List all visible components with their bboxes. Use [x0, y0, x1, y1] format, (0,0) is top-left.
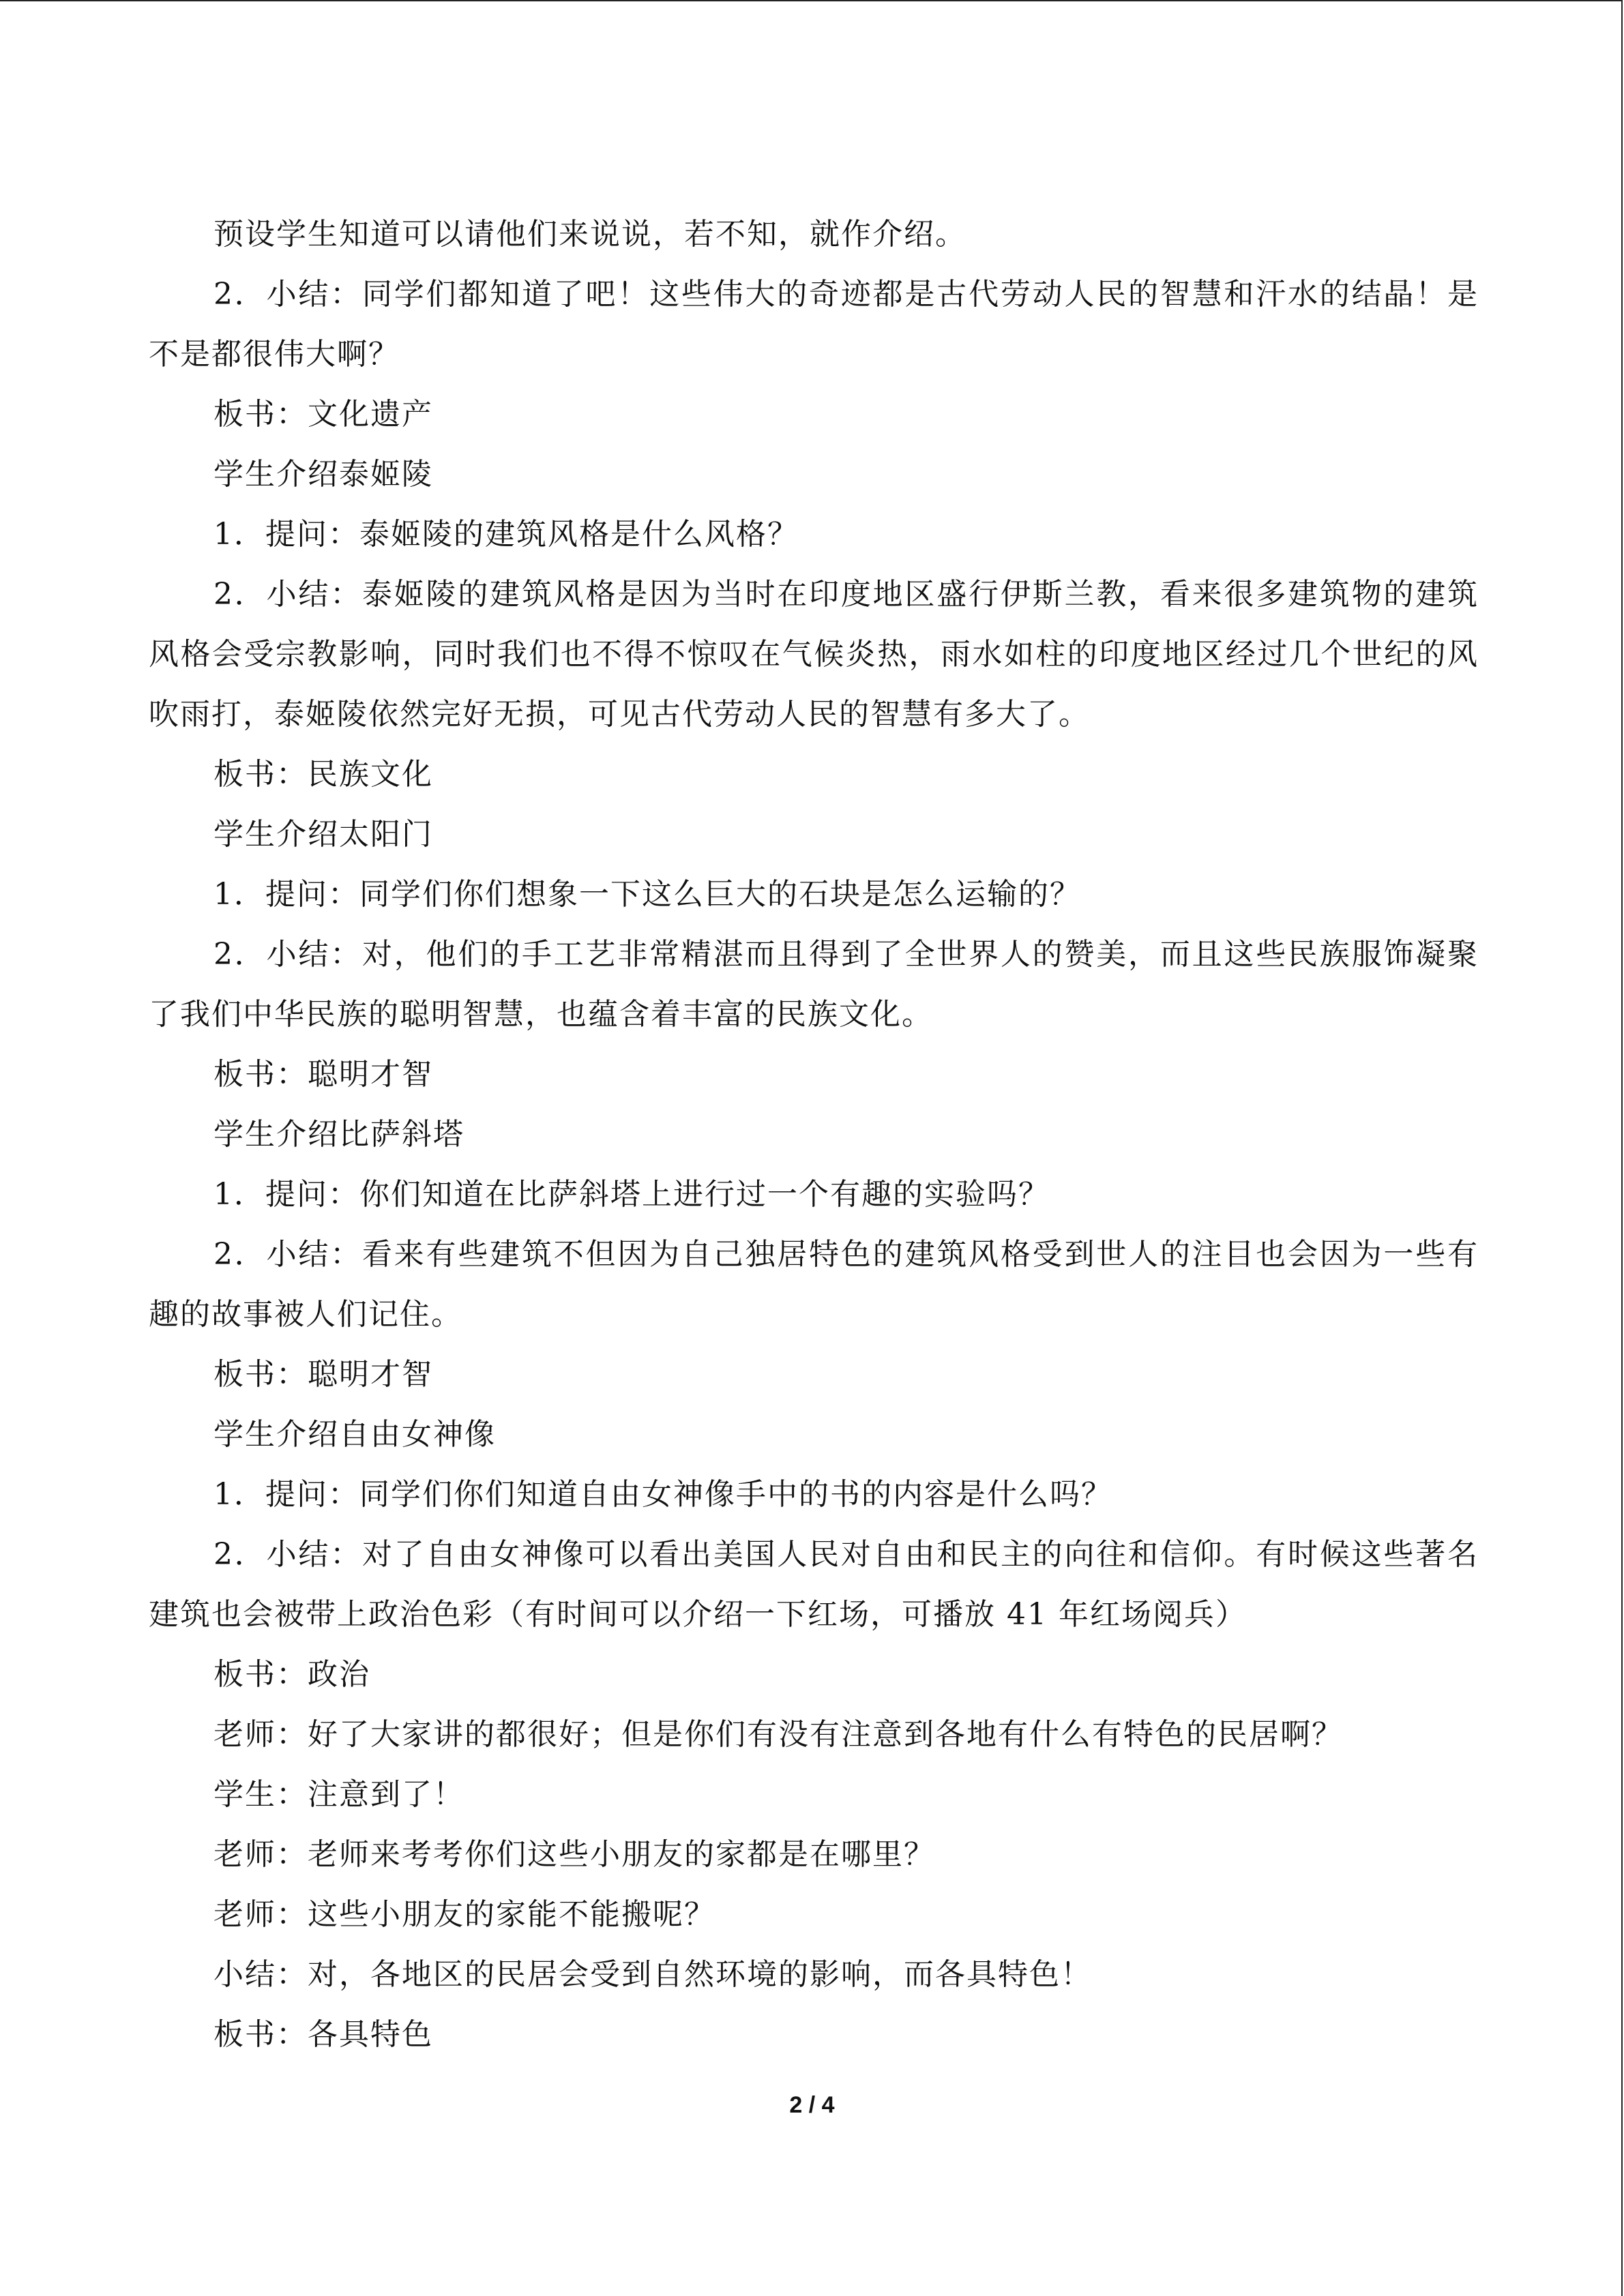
paragraph: 老师：老师来考考你们这些小朋友的家都是在哪里？: [213, 1837, 935, 1872]
paragraph: 2．小结：看来有些建筑不但因为自己独居特色的建筑风格受到世人的注目也会因为一些有趣的故事被人们记住。: [149, 1237, 1479, 1332]
page-number: 2 / 4: [789, 2092, 835, 2118]
paragraph: 老师：这些小朋友的家能不能搬呢？: [213, 1897, 715, 1932]
paragraph: 学生介绍比萨斜塔: [213, 1117, 464, 1152]
document-body: [149, 205, 1479, 2065]
paragraph: 学生介绍泰姬陵: [213, 457, 433, 492]
paragraph: 老师：好了大家讲的都很好；但是你们有没有注意到各地有什么有特色的民居啊？: [213, 1717, 1343, 1752]
paragraph: 1．提问：同学们你们想象一下这么巨大的石块是怎么运输的？: [213, 877, 1081, 912]
paragraph: 2．小结：对了自由女神像可以看出美国人民对自由和民主的向往和信仰。有时候这些著名建筑也会被带上政治色彩（有时间可以介绍一下红场，可播放 41 年红场阅兵）: [149, 1537, 1479, 1632]
paragraph: 1．提问：泰姬陵的建筑风格是什么风格？: [213, 517, 799, 552]
paragraph: 2．小结：对，他们的手工艺非常精湛而且得到了全世界人的赞美，而且这些民族服饰凝聚了我们中华民族的聪明智慧，也蕴含着丰富的民族文化。: [149, 937, 1479, 1032]
paragraph: 1．提问：同学们你们知道自由女神像手中的书的内容是什么吗？: [213, 1477, 1112, 1512]
paragraph: 板书：民族文化: [213, 757, 433, 792]
paragraph: 板书：聪明才智: [213, 1357, 433, 1392]
paragraph: 板书：文化遗产: [213, 397, 433, 432]
paragraph: 2．小结：泰姬陵的建筑风格是因为当时在印度地区盛行伊斯兰教，看来很多建筑物的建筑风格会受宗教影响，同时我们也不得不惊叹在气候炎热，雨水如柱的印度地区经过几个世纪的风吹雨打，泰姬陵依然完好无损，可见古代劳动人民的智慧有多大了。: [149, 577, 1479, 732]
paragraph: 1．提问：你们知道在比萨斜塔上进行过一个有趣的实验吗？: [213, 1177, 1050, 1212]
paragraph: 板书：各具特色: [213, 2017, 433, 2052]
paragraph: 预设学生知道可以请他们来说说，若不知，就作介绍。: [213, 217, 966, 252]
paragraph: 学生介绍太阳门: [213, 817, 433, 852]
paragraph: 板书：聪明才智: [213, 1057, 433, 1092]
paragraph: 小结：对，各地区的民居会受到自然环境的影响，而各具特色！: [213, 1957, 1092, 1992]
paragraph: 板书：政治: [213, 1657, 370, 1692]
paragraph: 学生：注意到了！: [213, 1777, 464, 1812]
paragraph: 学生介绍自由女神像: [213, 1417, 496, 1452]
paragraph: 2．小结：同学们都知道了吧！这些伟大的奇迹都是古代劳动人民的智慧和汗水的结晶！是不是都很伟大啊？: [149, 277, 1479, 372]
